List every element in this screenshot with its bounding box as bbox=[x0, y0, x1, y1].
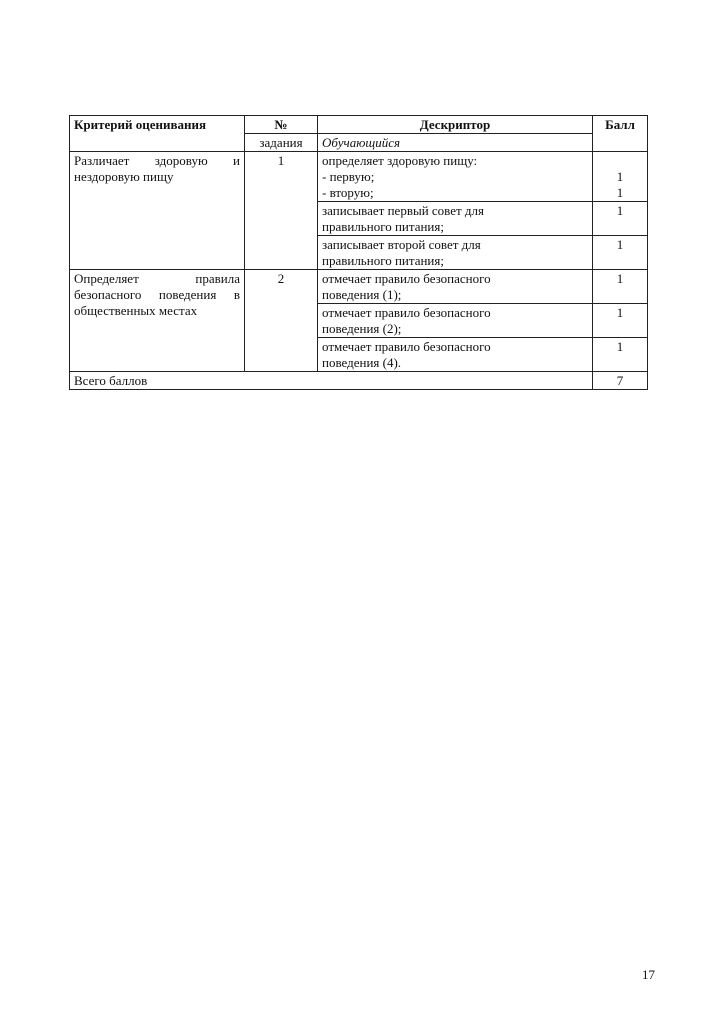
score-line: 1 bbox=[616, 185, 624, 200]
total-value: 7 bbox=[593, 372, 648, 390]
descriptor-cell bbox=[318, 152, 593, 202]
page-number: 17 bbox=[642, 967, 655, 982]
descriptor-header: Дескриптор bbox=[318, 116, 593, 134]
score-cell: 1 bbox=[593, 236, 648, 270]
assessment-rubric-table bbox=[69, 115, 648, 390]
descriptor-line: поведения (4). bbox=[322, 355, 402, 370]
score-cell: 1 bbox=[593, 270, 648, 304]
table-row bbox=[70, 270, 648, 304]
descriptor-line: правильного питания; bbox=[322, 253, 444, 268]
descriptor-line: - первую; bbox=[322, 169, 375, 184]
descriptor-line: определяет здоровую пищу: bbox=[322, 153, 478, 168]
total-label: Всего баллов bbox=[70, 372, 593, 390]
task-number-cell: 1 bbox=[245, 152, 318, 270]
task-number-subheader: задания bbox=[245, 134, 318, 152]
score-header: Балл bbox=[593, 116, 648, 152]
descriptor-line: поведения (1); bbox=[322, 287, 402, 302]
descriptor-line: - вторую; bbox=[322, 185, 374, 200]
score-line: 1 bbox=[616, 169, 624, 184]
score-line bbox=[597, 153, 643, 169]
score-cell: 1 bbox=[593, 202, 648, 236]
criterion-cell: Различает здоровую и нездоровую пищу bbox=[70, 152, 245, 270]
header-row bbox=[70, 116, 648, 134]
descriptor-subheader: Обучающийся bbox=[318, 134, 593, 152]
descriptor-line: поведения (2); bbox=[322, 321, 402, 336]
descriptor-cell bbox=[318, 338, 593, 372]
descriptor-line: правильного питания; bbox=[322, 219, 444, 234]
descriptor-line: отмечает правило безопасного bbox=[322, 271, 491, 286]
task-number-cell: 2 bbox=[245, 270, 318, 372]
total-row bbox=[70, 372, 648, 390]
descriptor-cell bbox=[318, 236, 593, 270]
descriptor-line: записывает второй совет для bbox=[322, 237, 481, 252]
descriptor-cell bbox=[318, 270, 593, 304]
table-row bbox=[70, 152, 648, 202]
task-number-header: № bbox=[245, 116, 318, 134]
criterion-header: Критерий оценивания bbox=[70, 116, 245, 152]
descriptor-cell bbox=[318, 202, 593, 236]
descriptor-line: отмечает правило безопасного bbox=[322, 339, 491, 354]
descriptor-line: отмечает правило безопасного bbox=[322, 305, 491, 320]
score-cell: 1 bbox=[593, 338, 648, 372]
criterion-cell: Определяет правила безопасного поведения в общественных местах bbox=[70, 270, 245, 372]
descriptor-cell bbox=[318, 304, 593, 338]
score-cell bbox=[593, 152, 648, 202]
descriptor-line: записывает первый совет для bbox=[322, 203, 485, 218]
score-cell: 1 bbox=[593, 304, 648, 338]
